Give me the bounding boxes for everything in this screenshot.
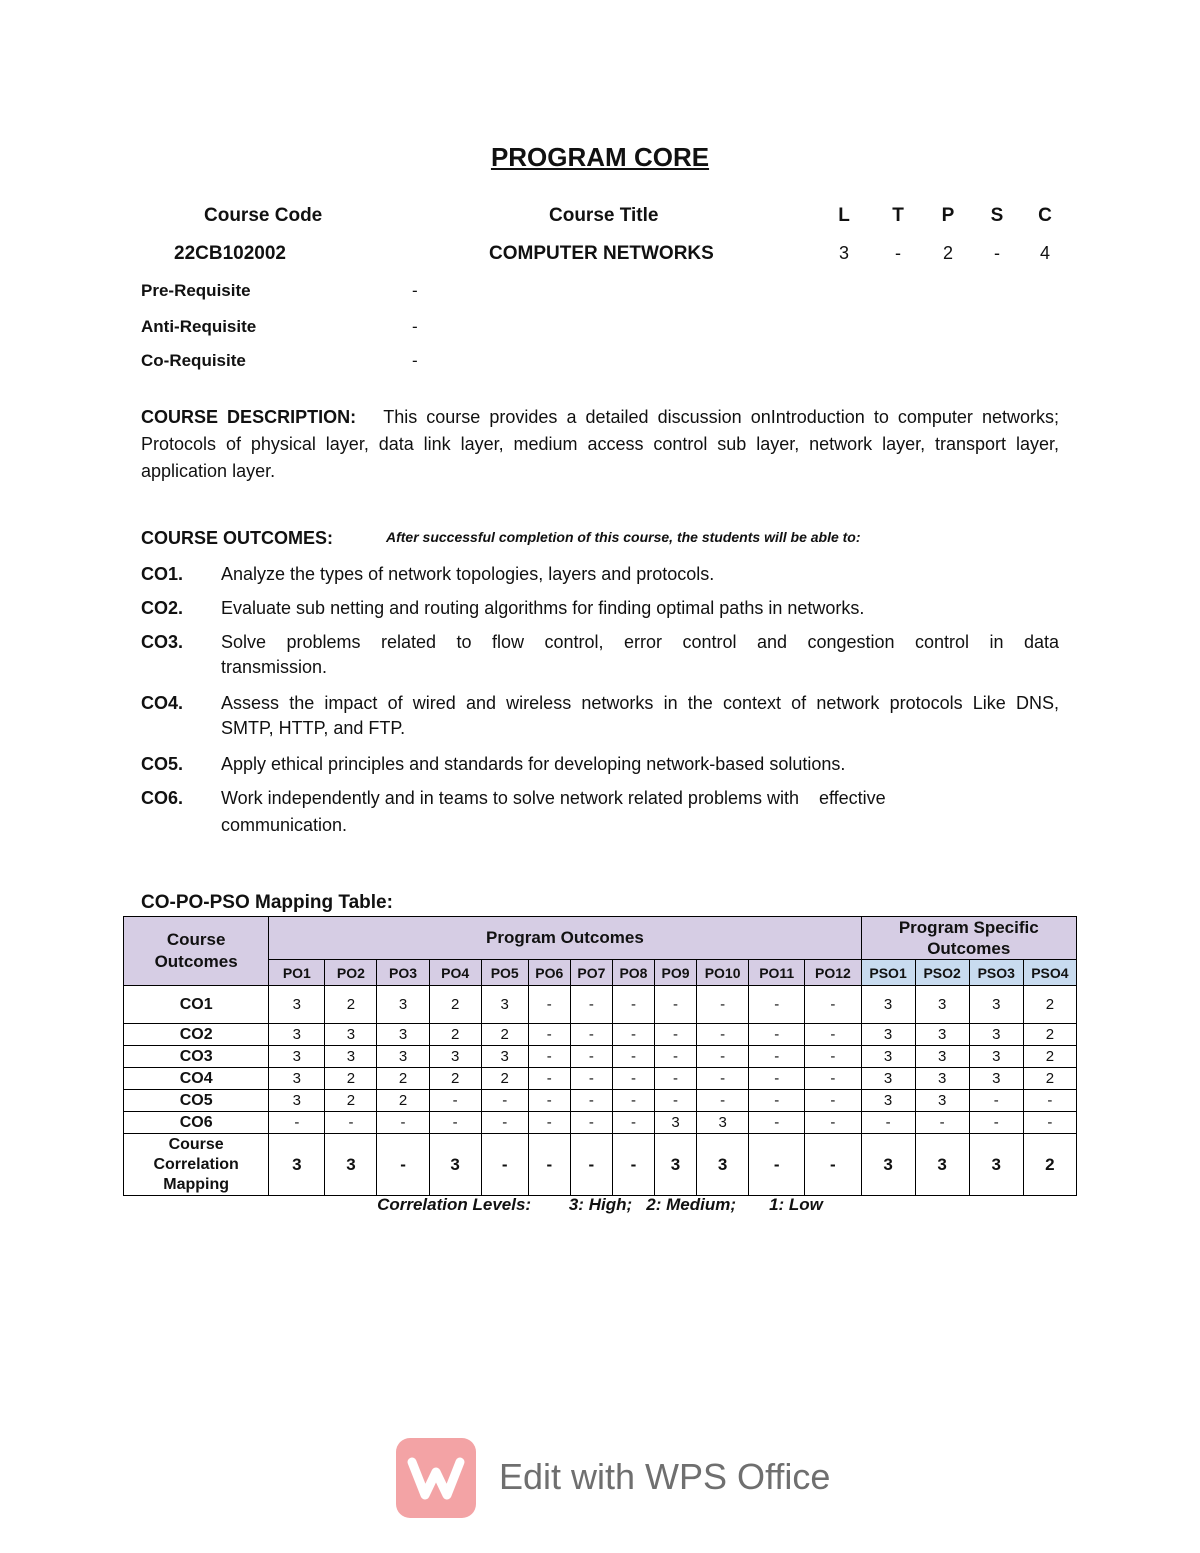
course-outcome-label: CO6. <box>141 788 184 808</box>
course-description-text: This course provides a detailed discussion onIntroduction to computer networks; Protocols of physical layer, data link layer, medium access control sub layer, network layer, transport layer, application layer. <box>141 407 1059 481</box>
pre-requisite-label: Pre-Requisite <box>141 281 251 300</box>
table-cell: 3 <box>481 986 528 1024</box>
pso-column-header: PSO2 <box>915 960 969 986</box>
table-cell: 3 <box>377 1024 429 1046</box>
table-cell: 3 <box>969 1068 1023 1090</box>
course-outcome-text: Analyze the types of network topologies, layers and protocols. <box>221 564 715 584</box>
table-cell: - <box>612 1090 654 1112</box>
table-cell: - <box>269 1112 325 1134</box>
anti-requisite-value: - <box>412 317 418 336</box>
table-cell: 3 <box>915 1046 969 1068</box>
table-cell: - <box>570 1024 612 1046</box>
course-outcome-item <box>141 786 1059 836</box>
ltpsc-value-l: 3 <box>838 243 849 263</box>
table-cell: - <box>749 1112 805 1134</box>
table-cell: 3 <box>861 986 915 1024</box>
table-cell: - <box>805 1112 861 1134</box>
correlation-cell: 3 <box>429 1134 481 1196</box>
table-cell: 3 <box>915 1090 969 1112</box>
table-cell: - <box>570 1090 612 1112</box>
wps-watermark-text: Edit with WPS Office <box>499 1456 831 1497</box>
co-row-label: CO2 <box>124 1024 269 1046</box>
correlation-cell: - <box>570 1134 612 1196</box>
table-row <box>124 1024 1077 1046</box>
table-cell: - <box>654 986 696 1024</box>
co-row-label: CO3 <box>124 1046 269 1068</box>
table-cell: 3 <box>861 1090 915 1112</box>
table-cell: - <box>612 986 654 1024</box>
course-outcome-label: CO5. <box>141 754 184 774</box>
table-cell: 2 <box>481 1068 528 1090</box>
table-cell: 3 <box>969 1024 1023 1046</box>
table-cell: 3 <box>269 1068 325 1090</box>
program-outcomes-header: Program Outcomes <box>269 917 861 960</box>
course-outcome-label: CO1. <box>141 564 184 584</box>
correlation-levels-legend: Correlation Levels: 3: High; 2: Medium; 1: Low <box>377 1195 823 1214</box>
table-cell: - <box>697 1024 749 1046</box>
table-cell: - <box>749 1090 805 1112</box>
course-outcome-text-continued: transmission. <box>221 657 328 677</box>
course-outcome-item <box>141 691 1059 741</box>
co-row-label: CO4 <box>124 1068 269 1090</box>
co-row-label: CO6 <box>124 1112 269 1134</box>
anti-requisite-label: Anti-Requisite <box>141 317 257 336</box>
table-cell: - <box>429 1112 481 1134</box>
course-outcome-item <box>141 596 1059 621</box>
correlation-cell: - <box>805 1134 861 1196</box>
course-outcomes-heading: COURSE OUTCOMES: <box>141 528 334 548</box>
table-cell: - <box>805 1024 861 1046</box>
table-cell: 3 <box>481 1046 528 1068</box>
co-requisite-value: - <box>412 351 418 370</box>
table-cell: - <box>1023 1112 1076 1134</box>
table-cell: - <box>325 1112 377 1134</box>
table-cell: 2 <box>429 1024 481 1046</box>
po-column-header: PO4 <box>429 960 481 986</box>
pso-column-header: PSO1 <box>861 960 915 986</box>
table-cell: 2 <box>325 986 377 1024</box>
co-row-label: CO5 <box>124 1090 269 1112</box>
table-cell: 3 <box>861 1046 915 1068</box>
table-cell: 2 <box>481 1024 528 1046</box>
table-cell: 3 <box>429 1046 481 1068</box>
po-column-header: PO5 <box>481 960 528 986</box>
table-cell: 3 <box>269 1046 325 1068</box>
table-cell: - <box>377 1112 429 1134</box>
table-cell: 3 <box>269 986 325 1024</box>
table-cell: - <box>697 1046 749 1068</box>
po-column-header: PO12 <box>805 960 861 986</box>
table-cell: 3 <box>269 1024 325 1046</box>
table-cell: 2 <box>1023 1024 1076 1046</box>
correlation-cell: 3 <box>915 1134 969 1196</box>
ltpsc-header-c: C <box>1038 205 1052 226</box>
table-cell: 3 <box>697 1112 749 1134</box>
table-cell: - <box>861 1112 915 1134</box>
course-outcome-item <box>141 562 1059 587</box>
table-cell: - <box>612 1046 654 1068</box>
course-outcome-label: CO3. <box>141 632 184 652</box>
page-title: PROGRAM CORE <box>490 142 710 172</box>
course-outcomes-subheading: After successful completion of this course, the students will be able to: <box>386 529 861 545</box>
table-cell: - <box>654 1090 696 1112</box>
table-cell: - <box>612 1112 654 1134</box>
table-row <box>124 986 1077 1024</box>
correlation-cell: 3 <box>654 1134 696 1196</box>
table-cell: 2 <box>1023 1068 1076 1090</box>
table-cell: - <box>528 1090 570 1112</box>
ltpsc-header-p: P <box>941 205 955 226</box>
correlation-cell: 3 <box>861 1134 915 1196</box>
table-cell: - <box>570 1046 612 1068</box>
table-cell: - <box>612 1068 654 1090</box>
table-cell: 3 <box>969 986 1023 1024</box>
table-cell: - <box>570 1112 612 1134</box>
course-title-value: COMPUTER NETWORKS <box>489 243 714 264</box>
table-row <box>124 1112 1077 1134</box>
ltpsc-value-c: 4 <box>1039 243 1050 263</box>
po-column-header: PO10 <box>697 960 749 986</box>
ltpsc-value-p: 2 <box>942 243 953 263</box>
pso-column-header: PSO4 <box>1023 960 1076 986</box>
table-cell: 3 <box>861 1024 915 1046</box>
table-cell: 3 <box>861 1068 915 1090</box>
po-column-header: PO7 <box>570 960 612 986</box>
correlation-cell: - <box>612 1134 654 1196</box>
table-cell: - <box>612 1024 654 1046</box>
table-cell: - <box>749 1068 805 1090</box>
course-outcome-label: CO4. <box>141 693 184 713</box>
course-code-header: Course Code <box>204 205 323 226</box>
course-outcome-text: Solve problems related to flow control, error control and congestion control in data <box>221 632 1059 652</box>
correlation-cell: 3 <box>325 1134 377 1196</box>
table-cell: 3 <box>377 986 429 1024</box>
table-cell: 3 <box>915 1068 969 1090</box>
po-column-header: PO1 <box>269 960 325 986</box>
course-title-header: Course Title <box>549 205 659 226</box>
table-cell: - <box>528 986 570 1024</box>
correlation-cell: - <box>749 1134 805 1196</box>
table-cell: 3 <box>915 1024 969 1046</box>
po-column-header: PO9 <box>654 960 696 986</box>
table-cell: - <box>805 1090 861 1112</box>
table-cell: - <box>654 1024 696 1046</box>
table-cell: - <box>528 1068 570 1090</box>
table-cell: 3 <box>915 986 969 1024</box>
table-cell: - <box>697 986 749 1024</box>
table-cell: - <box>969 1090 1023 1112</box>
course-outcome-item <box>141 752 1059 777</box>
table-row <box>124 1046 1077 1068</box>
correlation-cell: - <box>481 1134 528 1196</box>
table-cell: - <box>654 1068 696 1090</box>
table-cell: 2 <box>429 1068 481 1090</box>
course-outcome-text-continued: SMTP, HTTP, and FTP. <box>221 718 406 738</box>
po-column-header: PO3 <box>377 960 429 986</box>
table-cell: - <box>654 1046 696 1068</box>
co-row-label: CO1 <box>124 986 269 1024</box>
course-description-label: COURSE DESCRIPTION: <box>141 407 357 427</box>
table-cell: - <box>429 1090 481 1112</box>
table-cell: - <box>749 1024 805 1046</box>
correlation-cell: - <box>377 1134 429 1196</box>
ltpsc-value-t: - <box>895 243 901 263</box>
table-cell: 2 <box>325 1068 377 1090</box>
table-cell: 3 <box>377 1046 429 1068</box>
correlation-row <box>124 1134 1077 1196</box>
table-cell: - <box>915 1112 969 1134</box>
correlation-cell: 3 <box>697 1134 749 1196</box>
table-cell: - <box>805 986 861 1024</box>
co-po-pso-mapping-table <box>123 916 1077 1196</box>
table-cell: - <box>570 1068 612 1090</box>
table-cell: - <box>1023 1090 1076 1112</box>
course-outcome-text: Apply ethical principles and standards for developing network-based solutions. <box>221 754 846 774</box>
pre-requisite-value: - <box>412 281 418 300</box>
course-outcome-text-continued: communication. <box>221 815 348 835</box>
correlation-cell: 3 <box>269 1134 325 1196</box>
ltpsc-header-l: L <box>838 205 850 226</box>
table-cell: 3 <box>969 1046 1023 1068</box>
co-requisite-label: Co-Requisite <box>141 351 246 370</box>
ltpsc-value-s: - <box>994 243 1000 263</box>
correlation-cell: 3 <box>969 1134 1023 1196</box>
table-cell: - <box>805 1046 861 1068</box>
po-column-header: PO11 <box>749 960 805 986</box>
table-cell: - <box>697 1090 749 1112</box>
wps-office-logo <box>396 1438 476 1518</box>
wps-logo-icon <box>396 1438 476 1518</box>
ltpsc-header-t: T <box>892 205 904 226</box>
table-cell: - <box>570 986 612 1024</box>
table-cell: 2 <box>325 1090 377 1112</box>
po-column-header: PO6 <box>528 960 570 986</box>
table-cell: - <box>697 1068 749 1090</box>
po-column-header: PO8 <box>612 960 654 986</box>
table-row <box>124 1090 1077 1112</box>
table-row <box>124 1068 1077 1090</box>
table-cell: - <box>528 1112 570 1134</box>
table-cell: 2 <box>1023 986 1076 1024</box>
course-description <box>141 404 1059 485</box>
course-outcome-text: Evaluate sub netting and routing algorithms for finding optimal paths in networks. <box>221 598 865 618</box>
table-cell: - <box>749 986 805 1024</box>
table-cell: 3 <box>325 1024 377 1046</box>
course-outcomes-column-header: Course Outcomes <box>124 917 269 986</box>
correlation-cell: 2 <box>1023 1134 1076 1196</box>
table-cell: 2 <box>377 1090 429 1112</box>
pso-column-header: PSO3 <box>969 960 1023 986</box>
mapping-table-heading: CO-PO-PSO Mapping Table: <box>141 892 393 913</box>
table-cell: - <box>805 1068 861 1090</box>
course-outcome-text: Work independently and in teams to solve network related problems with effective <box>221 788 886 808</box>
table-cell: - <box>528 1024 570 1046</box>
table-cell: 3 <box>325 1046 377 1068</box>
table-cell: - <box>528 1046 570 1068</box>
course-code-value: 22CB102002 <box>174 243 286 264</box>
table-cell: 3 <box>654 1112 696 1134</box>
po-column-header: PO2 <box>325 960 377 986</box>
correlation-cell: - <box>528 1134 570 1196</box>
ltpsc-header-s: S <box>990 205 1004 226</box>
program-specific-outcomes-header: Program Specific Outcomes <box>861 917 1076 960</box>
table-cell: - <box>969 1112 1023 1134</box>
correlation-row-label: Course Correlation Mapping <box>124 1134 269 1196</box>
course-outcome-label: CO2. <box>141 598 184 618</box>
table-cell: - <box>481 1112 528 1134</box>
table-cell: - <box>481 1090 528 1112</box>
table-cell: 2 <box>377 1068 429 1090</box>
table-cell: - <box>749 1046 805 1068</box>
table-cell: 3 <box>269 1090 325 1112</box>
table-cell: 2 <box>1023 1046 1076 1068</box>
course-outcome-item <box>141 630 1059 680</box>
course-outcome-text: Assess the impact of wired and wireless networks in the context of network protocols Like DNS, <box>221 693 1059 713</box>
table-cell: 2 <box>429 986 481 1024</box>
